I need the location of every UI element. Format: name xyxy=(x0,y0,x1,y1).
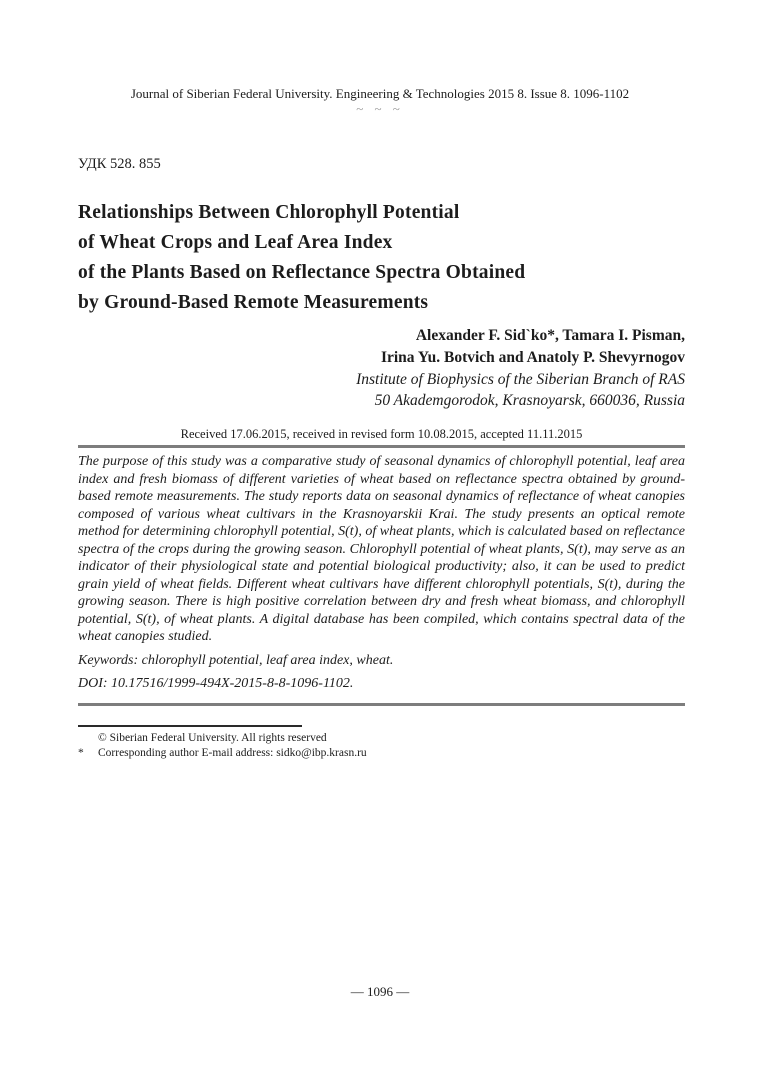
title-line-1: Relationships Between Chlorophyll Potential xyxy=(78,202,460,223)
page-number: — 1096 — xyxy=(350,984,410,999)
abstract-text: The purpose of this study was a comparative study of seasonal dynamics of chlorophyll potential, leaf area index and fresh biomass of different varieties of wheat based on reflectance spectra obtained by ground-based remote measurements. The study reports data on seasonal dynamics of reflectance of wheat canopies composed of various wheat cultivars in the Krasnoyarskii Krai. The study presents an optical remote method for determining chlorophyll potential, S(t), of wheat plants, which is calculated based on reflectance spectra of the crops during the growing season. Chlorophyll potential of wheat plants, S(t), may serve as an indicator of their physiological state and potential biological productivity; also, it can be used to predict grain yield of wheat fields. Different wheat cultivars have different chlorophyll potentials, S(t), during the growing season. There is high positive correlation between dry and fresh wheat biomass, and chlorophyll potential, S(t), of wheat plants. A digital database has been compiled, which contains spectral data of the wheat canopies studied. xyxy=(78,454,685,644)
footnote-asterisk-marker: * xyxy=(78,747,84,759)
footnote-corresponding-text: Corresponding author E-mail address: sidko@ibp.krasn.ru xyxy=(98,747,367,759)
udc-code: УДК 528. 855 xyxy=(78,156,161,172)
top-separator-rule xyxy=(78,445,685,448)
footnote-rule xyxy=(78,725,302,727)
footnote-corresponding xyxy=(78,746,685,762)
article-title xyxy=(78,198,685,318)
footnote-block xyxy=(78,725,685,762)
keywords-line: Keywords: chlorophyll potential, leaf area index, wheat. xyxy=(78,652,394,668)
footnote-copyright-text: © Siberian Federal University. All rights reserved xyxy=(98,731,327,744)
title-line-4: by Ground-Based Remote Measurements xyxy=(78,292,429,313)
affiliation-line-1: Institute of Biophysics of the Siberian Branch of RAS xyxy=(356,371,685,388)
footnote-copyright xyxy=(78,731,685,747)
authors-line-2: Irina Yu. Botvich and Anatoly P. Shevyrnogov xyxy=(380,349,685,366)
authors-line-1: Alexander F. Sid`ko*, Tamara I. Pisman, xyxy=(415,327,685,344)
title-line-2: of Wheat Crops and Leaf Area Index xyxy=(78,232,393,253)
doi-line: DOI: 10.17516/1999-494X-2015-8-8-1096-1102. xyxy=(78,676,354,691)
ornament-separator: ~ ~ ~ xyxy=(356,101,404,116)
title-line-3: of the Plants Based on Reflectance Spectra Obtained xyxy=(78,262,526,283)
authors-block xyxy=(78,325,685,369)
affiliation-block xyxy=(78,369,685,411)
bottom-separator-rule xyxy=(78,703,685,706)
running-head: Journal of Siberian Federal University. Engineering & Technologies 2015 8. Issue 8. 1096-1102 xyxy=(130,86,630,101)
received-line: Received 17.06.2015, received in revised form 10.08.2015, accepted 11.11.2015 xyxy=(180,427,583,441)
affiliation-line-2: 50 Akademgorodok, Krasnoyarsk, 660036, Russia xyxy=(374,392,685,409)
